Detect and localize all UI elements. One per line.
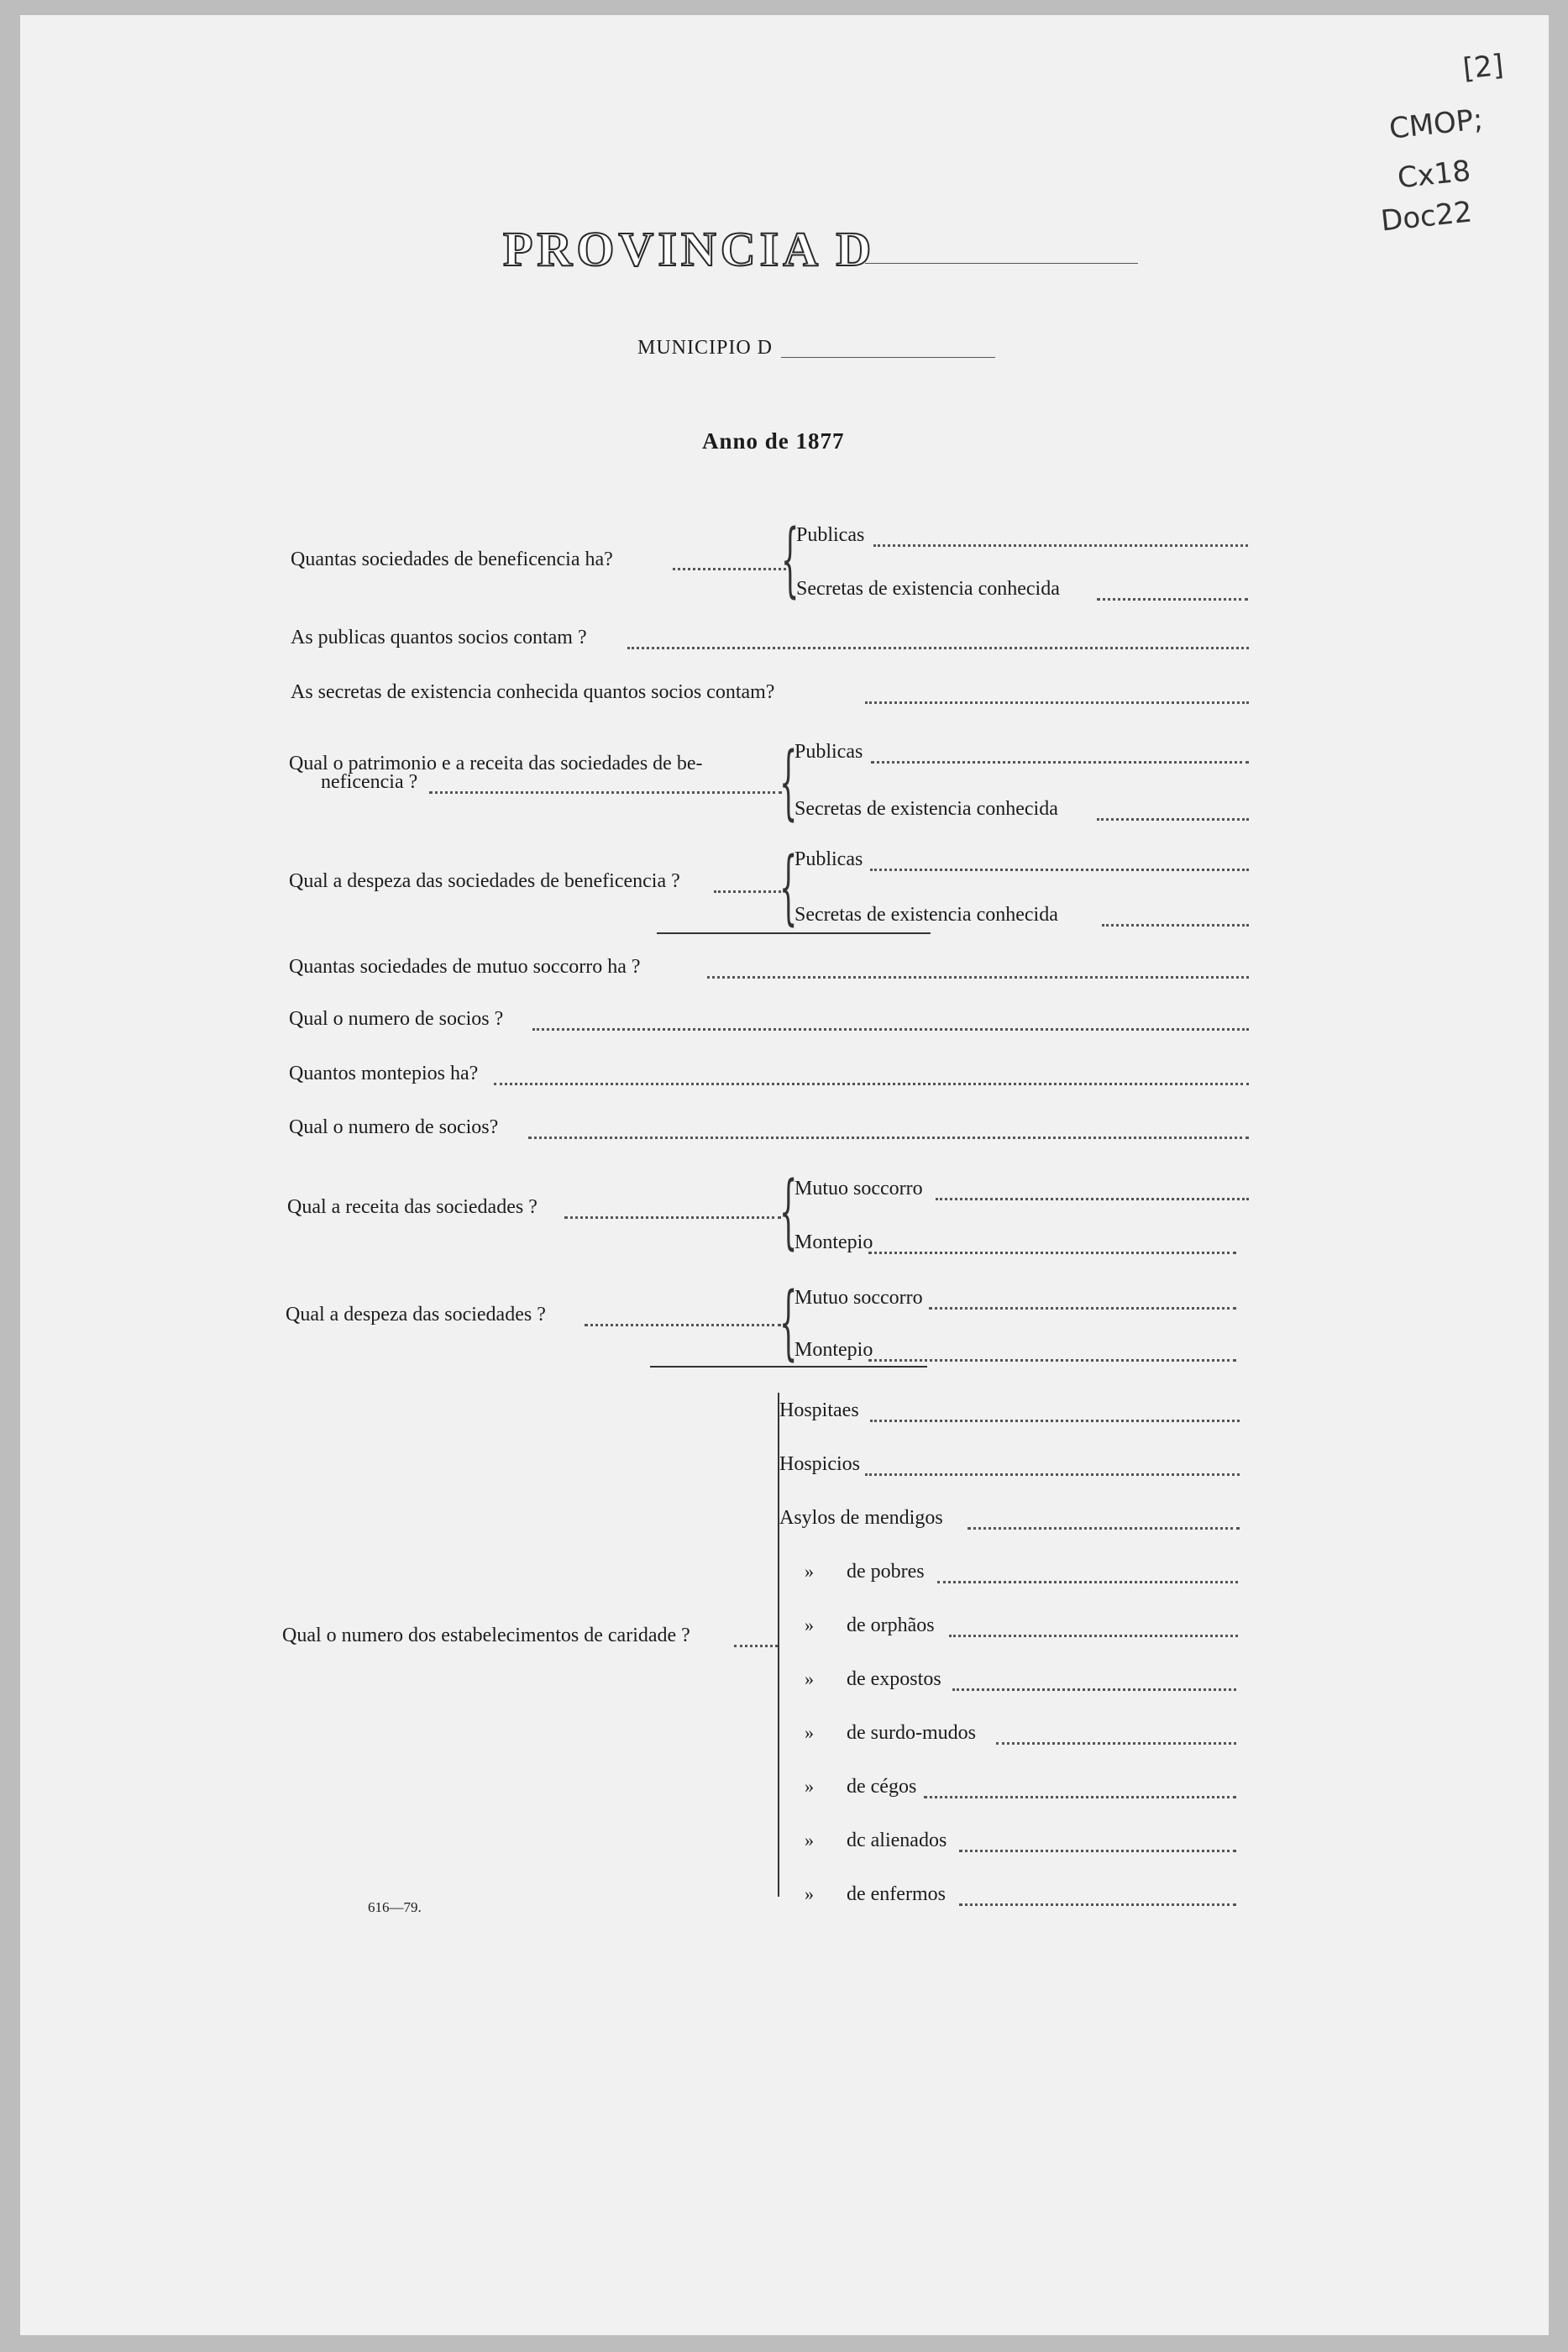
- option-label: Mutuo soccorro: [794, 1287, 923, 1309]
- option-label: Publicas: [796, 524, 865, 546]
- answer-line: [627, 647, 1249, 649]
- establishment-label: de enfermos: [847, 1883, 946, 1905]
- option-label: Mutuo soccorro: [794, 1178, 923, 1200]
- answer-line: [873, 544, 1248, 547]
- answer-line: [532, 1028, 1249, 1031]
- option-label: Secretas de existencia conhecida: [796, 578, 1060, 600]
- establishment-label: de pobres: [847, 1561, 925, 1583]
- option-label: Secretas de existencia conhecida: [794, 798, 1058, 820]
- answer-line: [714, 890, 781, 893]
- question-2: As publicas quantos socios contam ?: [291, 627, 587, 648]
- question-12: Qual o numero dos estabelecimentos de caridade ?: [282, 1625, 690, 1646]
- brace: {: [779, 1275, 798, 1369]
- option-label: Secretas de existencia conhecida: [794, 904, 1058, 926]
- question-6: Quantas sociedades de mutuo soccorro ha ?: [289, 956, 641, 978]
- answer-line: [1097, 818, 1249, 821]
- section-divider: [657, 932, 931, 934]
- question-10: Qual a receita das sociedades ?: [287, 1196, 538, 1218]
- print-code: 616—79.: [368, 1899, 422, 1915]
- ditto-mark: »: [805, 1883, 814, 1904]
- answer-line: [959, 1850, 1236, 1852]
- option-label: Montepio: [794, 1339, 873, 1361]
- ditto-mark: »: [805, 1830, 814, 1851]
- question-8: Quantos montepios ha?: [289, 1063, 479, 1084]
- margin-note: Cx18: [1396, 154, 1472, 196]
- answer-line: [1097, 598, 1248, 601]
- option-label: Publicas: [794, 741, 863, 763]
- answer-line: [429, 791, 782, 794]
- establishment-label: Hospitaes: [779, 1399, 859, 1421]
- option-label: Montepio: [794, 1231, 873, 1253]
- question-4-cont: neficencia ?: [321, 771, 418, 793]
- answer-line: [865, 1473, 1240, 1476]
- margin-note: [2]: [1461, 48, 1506, 87]
- question-4: Qual o patrimonio e a receita das sociedades de be-: [289, 753, 703, 774]
- question-3: As secretas de existencia conhecida quantos socios contam?: [291, 681, 775, 703]
- answer-line: [868, 1252, 1236, 1254]
- answer-line: [865, 701, 1249, 704]
- answer-line: [936, 1198, 1249, 1200]
- answer-line: [1102, 924, 1249, 927]
- question-11: Qual a despeza das sociedades ?: [286, 1304, 546, 1326]
- provincia-blank: [865, 263, 1138, 264]
- answer-line: [528, 1137, 1249, 1139]
- answer-line: [868, 1359, 1236, 1362]
- answer-line: [673, 568, 786, 570]
- establishment-label: Hospicios: [779, 1453, 860, 1475]
- question-7: Qual o numero de socios ?: [289, 1008, 504, 1030]
- question-9: Qual o numero de socios?: [289, 1116, 499, 1138]
- ditto-mark: »: [805, 1776, 814, 1797]
- municipio-blank: [781, 357, 995, 358]
- anno-heading: Anno de 1877: [702, 428, 845, 454]
- answer-line: [937, 1581, 1238, 1583]
- brace: {: [779, 840, 798, 934]
- section-divider: [650, 1366, 927, 1368]
- margin-note: Doc22: [1379, 195, 1474, 239]
- margin-note: CMOP;: [1387, 102, 1485, 146]
- establishment-label: de cégos: [847, 1776, 917, 1798]
- answer-line: [996, 1742, 1236, 1745]
- establishment-label: Asylos de mendigos: [779, 1507, 943, 1529]
- answer-line: [959, 1903, 1236, 1906]
- answer-line: [871, 761, 1249, 764]
- brace: {: [779, 735, 798, 829]
- ditto-mark: »: [805, 1722, 814, 1743]
- answer-line: [870, 1420, 1240, 1422]
- document-sheet: [20, 15, 1549, 2335]
- answer-line: [734, 1645, 778, 1647]
- establishment-label: de expostos: [847, 1668, 941, 1690]
- answer-line: [968, 1527, 1240, 1530]
- option-label: Publicas: [794, 848, 863, 870]
- answer-line: [929, 1307, 1236, 1310]
- answer-line: [494, 1083, 1249, 1085]
- answer-line: [564, 1216, 781, 1219]
- brace: {: [779, 1164, 798, 1258]
- establishment-label: de surdo-mudos: [847, 1722, 976, 1744]
- establishment-label: dc alienados: [847, 1830, 947, 1851]
- question-1: Quantas sociedades de beneficencia ha?: [291, 549, 613, 570]
- answer-line: [924, 1796, 1236, 1798]
- provincia-title: PROVINCIA D: [503, 222, 876, 276]
- ditto-mark: »: [805, 1614, 814, 1635]
- brace: {: [781, 512, 800, 606]
- ditto-mark: »: [805, 1561, 814, 1582]
- answer-line: [870, 869, 1249, 871]
- answer-line: [707, 976, 1249, 979]
- municipio-title: MUNICIPIO D: [637, 337, 773, 359]
- ditto-mark: »: [805, 1668, 814, 1689]
- answer-line: [585, 1324, 781, 1326]
- answer-line: [949, 1635, 1238, 1637]
- establishment-label: de orphãos: [847, 1614, 935, 1636]
- answer-line: [952, 1688, 1236, 1691]
- question-5: Qual a despeza das sociedades de beneficencia ?: [289, 870, 680, 892]
